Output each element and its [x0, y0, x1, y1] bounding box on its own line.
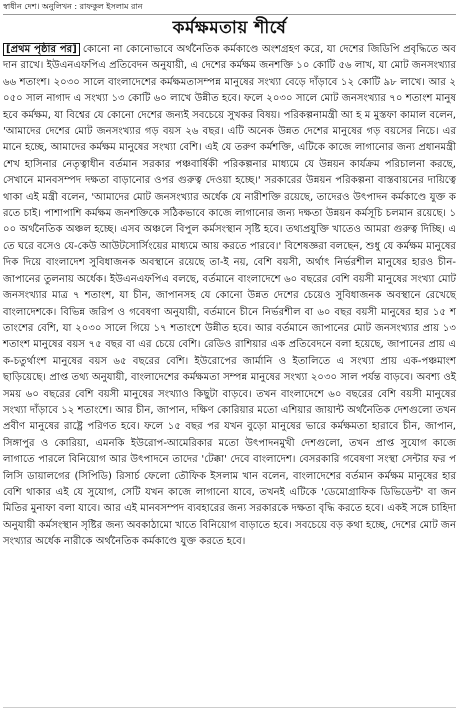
continuation-label: [প্রথম পৃষ্ঠার পর] [3, 43, 80, 56]
title-row [3, 16, 456, 40]
article-paragraph [3, 42, 456, 551]
article-text: কোনো না কোনোভাবে অর্থনৈতিক কর্মকাণ্ডে অংশগ্রহণ করে, যা দেশের জিডিপি প্রবৃদ্ধিতে অবদান রাখে। ইউএনএফপিএ প্রতিবেদন অনুযায়ী, এ দেশের কর্মক্ষম জনশক্তি ১০ কোটি ৫৬ লাখ, যা মোট জনসংখ্যার ৬৬ শতাংশ। ২০৩০ সালে বাংলাদেশের কর্মক্ষমতাসম্পন্ন মানুষের সংখ্যা বেড়ে দাঁড়াবে ১২ কোটি ৯৮ লাখে। আর ২০৫০ সাল নাগাদ এ সংখ্যা ১৩ কোটি ৬০ লাখে উন্নীত হবে। ফলে ২০৩০ সালে মোট জনসংখ্যার ৭০ শতাংশ মানুষ হবে কর্মক্ষম, যা বিশ্বের যে কোনো দেশের জন্যই সবচেয়ে সুখকর বিষয়। পরিকল্পনামন্ত্রী আ হ ম মুস্তফা কামাল বলেন, 'আমাদের দেশের মোট জনসংখ্যার গড় বয়স ২৬ বছর। এটি অনেক উন্নত দেশের মানুষের গড় বয়সের নিচে। এর মানে হচ্ছে, আমাদের কর্মক্ষম মানুষের সংখ্যা বেশি। এই যে তরুণ কর্মশক্তি, এটিকে কাজে লাগানোর জন্য প্রধানমন্ত্রী শেখ হাসিনার নেতৃত্বাধীন বর্তমান সরকার পঞ্চবার্ষিকী পরিকল্পনার মাধ্যমে যে উন্নয়ন কার্যক্রম পরিচালনা করছে, সেখানে মানবসম্পদ দক্ষতা বাড়ানোর ওপর গুরুত্ব দেওয়া হচ্ছে।' সরকারের উন্নয়ন পরিকল্পনা বাস্তবায়নের দায়িত্বে থাকা এই মন্ত্রী বলেন, 'আমাদের মোট জনসংখ্যার অর্ধেক যে নারীশক্তি রয়েছে, তাদেরও উৎপাদন কর্মকাণ্ডে যুক্ত করতে চাই। পাশাপাশি কর্মক্ষম জনশক্তিকে সঠিকভাবে কাজে লাগানোর জন্য দক্ষতা উন্নয়ন কর্মসূচি চলমান রয়েছে। ১০০ অর্থনৈতিক অঞ্চল হচ্ছে। এসব অঞ্চলে বিপুল কর্মসংস্থান সৃষ্টি হবে। তথ্যপ্রযুক্তি খাতেও আমরা গুরুত্ব দিচ্ছি। এতে ঘরে বসেও যে-কেউ আউটসোর্সিংয়ের মাধ্যমে আয় করতে পারবে।' বিশেষজ্ঞরা বলছেন, শুধু যে কর্মক্ষম মানুষের দিক দিয়ে বাংলাদেশ সুবিধাজনক অবস্থানে রয়েছে তা-ই নয়, বেশি বয়সী, অর্থাৎ নির্ভরশীল মানুষের হারও চীন-জাপানের তুলনায় অর্ধেক। ইউএনএফপিএ বলছে, বর্তমানে বাংলাদেশে ৬০ বছরের বেশি বয়সী মানুষের সংখ্যা মোট জনসংখ্যার মাত্র ৭ শতাংশ, যা চীন, জাপানসহ যে কোনো উন্নত দেশের চেয়েও সুবিধাজনক অবস্থানে রেখেছে বাংলাদেশকে। বিভিন্ন জরিপ ও গবেষণা অনুযায়ী, বর্তমানে চীনে নির্ভরশীল বা ৬০ বছর বয়সী মানুষের হার ১৫ শতাংশের বেশি, যা ২০৩০ সালে গিয়ে ১৭ শতাংশে উন্নীত হবে। আর বর্তমানে জাপানের মোট জনসংখ্যার প্রায় ১৩ শতাংশ মানুষের বয়স ৭৫ বছর বা এর চেয়ে বেশি। রেডিও রাশিয়ার এক প্রতিবেদনে বলা হয়েছে, জাপানের প্রায় এক-চতুর্থাংশ মানুষের বয়স ৬৫ বছরের বেশি। ইউরোপের জার্মানি ও ইতালিতে এ সংখ্যা প্রায় এক-পঞ্চমাংশ ছাড়িয়েছে। প্রাপ্ত তথ্য অনুযায়ী, বাংলাদেশের কর্মক্ষমতা সম্পন্ন মানুষের সংখ্যা ২০৩০ সাল পর্যন্ত বাড়বে। অবশ্য ওই সময় ৬০ বছরের বেশি বয়সী মানুষের সংখ্যাও কিছুটা বাড়বে। তখন বাংলাদেশে ৬০ বছরের বেশি বয়সী মানুষের সংখ্যা দাঁড়াবে ১২ শতাংশে। আর চীন, জাপান, দক্ষিণ কোরিয়ার মতো এশিয়ার জায়ান্ট অর্থনৈতিক দেশগুলো তখন প্রবীণ মানুষের রাষ্ট্রে পরিণত হবে। ফলে ১৫ বছর পর যখন বুড়ো মানুষের ভারে কর্মক্ষমতা হারাবে চীন, জাপান, সিঙ্গাপুর ও কোরিয়া, এমনকি ইউরোপ-আমেরিকার মতো উৎপাদনমুখী দেশগুলো, তখন প্রাপ্ত সুযোগ কাজে লাগাতে পারলে বিনিয়োগ আর উৎপাদনে তাদের 'টেক্কা' দেবে বাংলাদেশ। বেসরকারি গবেষণা সংস্থা সেন্টার ফর পলিসি ডায়ালগের (সিপিডি) রিসার্চ ফেলো তৌফিক ইসলাম খান বলেন, বাংলাদেশের বর্তমান কর্মক্ষম মানুষের হার বেশি থাকার এই যে সুযোগ, সেটি যখন কাজে লাগানো যাবে, তখনই এটিকে 'ডেমোগ্রাফিক ডিভিডেন্ট' বা জনমিতির মুনাফা বলা যাবে। আর এই মানবসম্পদ ব্যবহারের জন্য সরকারকে দক্ষতা বৃদ্ধি করতে হবে। একই সঙ্গে চাহিদা অনুযায়ী কর্মসংস্থান সৃষ্টির জন্য অবকাঠামো খাতে বিনিয়োগ বাড়াতে হবে। সবচেয়ে বড় কথা হচ্ছে, দেশের মোট জনসংখ্যার অর্ধেক নারীকে অর্থনৈতিক কর্মকাণ্ডে যুক্ত করতে হবে। [3, 44, 457, 548]
byline: স্বাধীন দেশ। অনুলিখন : রাফকুল ইসলাম রান [3, 0, 456, 15]
article-body [3, 42, 456, 551]
article-title: কর্মক্ষমতায় শীর্ষে [172, 18, 287, 38]
